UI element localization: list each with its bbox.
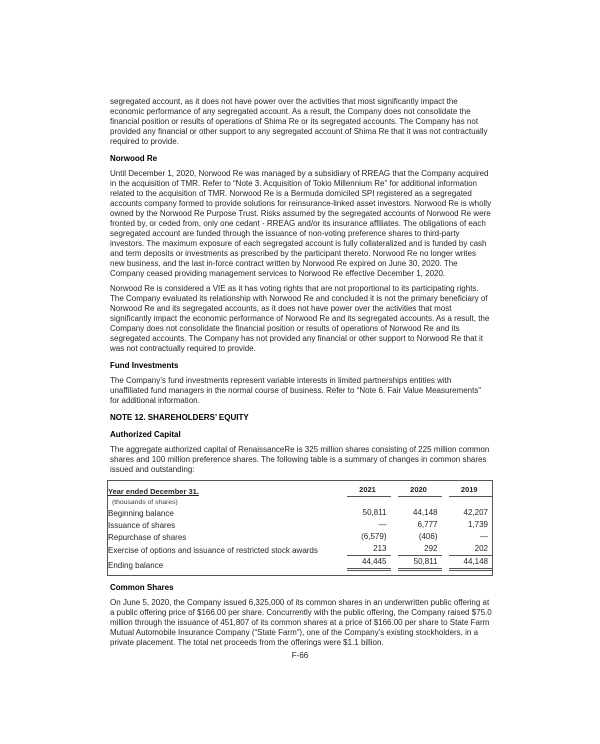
table-row-repurchase-of-shares — [108, 531, 493, 543]
table-row-ending-balance — [108, 556, 493, 571]
cell-value: 292 — [398, 543, 442, 556]
year-column-2021: 2021 — [347, 484, 391, 497]
common-shares-change-table — [107, 480, 493, 576]
heading-common-shares: Common Shares — [110, 583, 174, 592]
heading-authorized-capital: Authorized Capital — [110, 430, 181, 439]
table-row-exercise-of-options — [108, 543, 493, 556]
table-bottom-padding-row — [108, 571, 493, 576]
cell-value: 6,777 — [417, 520, 438, 529]
paragraph-common-shares: On June 5, 2020, the Company issued 6,325,000 of its common shares in an underwritten public offering at a public offering price of $166.00 per share. Concurrently with the public offering, the Company raised $75.0 million through the issuance of 451,807 of its common shares at a price of $166.00 per share to State Farm Mutual Automobile Insurance Company (“State Farm”), one of the Company’s existing stockholders, in a private placement. The total net proceeds from the offerings were $1.1 billion. — [110, 598, 492, 647]
paragraph-shima-continuation: segregated account, as it does not have power over the activities that most significantly impact the economic performance of any segregated account. As a result, the Company does not consolidate the financial position or results of operations of Shima Re or its segregated accounts. The Company has not provided any financial or other support to any segregated account of Shima Re that it was not contractually required to provide. — [110, 97, 488, 146]
table-header-row — [108, 481, 493, 498]
cell-value: 50,811 — [362, 508, 387, 517]
cell-value: 44,148 — [413, 508, 438, 517]
cell-value: 50,811 — [398, 556, 442, 571]
cell-value: — — [480, 532, 488, 541]
page-content — [110, 97, 492, 653]
cell-value: — — [378, 520, 387, 529]
paragraph-norwood-1: Until December 1, 2020, Norwood Re was managed by a subsidiary of RREAG that the Company acquired in the acquisition of TMR. Refer to “Note 3. Acquisition of Tokio Millennium Re” for additional information related to the acquisition of TMR. Norwood Re is a Bermuda domiciled SPI registered as a segregated accounts company formed to provide solutions for reinsurance-linked asset investors. Norwood Re is wholly owned by the Norwood Re Purpose Trust. Risks assumed by the segregated accounts of Norwood Re were fronted by, or ceded from, only one cedant - RREAG and/or its insurance affiliates. The obligations of each segregated account are funded through the issuance of non-voting preference shares to third-party investors. The maximum exposure of each segregated account is fully collateralized and is funded by cash and term deposits or investments as prescribed by the participant thereto. Norwood Re no longer writes new business, and the last in-force contract written by Norwood Re expired on June 30, 2020. The Company ceased providing management services to Norwood Re effective December 1, 2020. — [110, 169, 492, 278]
table-row-issuance-of-shares — [108, 519, 493, 531]
page-number: F-66 — [291, 651, 309, 660]
table-units-note: (thousands of shares) — [112, 499, 178, 506]
row-label: Ending balance — [108, 561, 164, 570]
row-label: Beginning balance — [108, 509, 174, 518]
year-column-2019: 2019 — [449, 484, 493, 497]
cell-value: 1,739 — [467, 520, 488, 529]
cell-value: (406) — [418, 532, 438, 541]
cell-value: (6,579) — [361, 532, 387, 541]
paragraph-fund-investments: The Company’s fund investments represent variable interests in limited partnerships entities with unaffiliated fund managers in the normal course of business. Refer to “Note 6. Fair Value Measurements” for additional information. — [110, 376, 482, 405]
heading-note-12-shareholders-equity: NOTE 12. SHAREHOLDERS’ EQUITY — [110, 413, 249, 422]
paragraph-norwood-2: Norwood Re is considered a VIE as it has voting rights that are not proportional to its participating rights. The Company evaluated its relationship with Norwood Re and concluded it is not the primary beneficiary of Norwood Re and its segregated accounts, as it does not have power over the activities that most significantly impact the economic performance of Norwood Re and its segregated accounts. As a result, the Company does not consolidate the financial position or results of operations of Norwood Re and its segregated accounts. The Company has not provided any financial or other support to Norwood Re that it was not contractually required to provide. — [110, 284, 490, 353]
heading-fund-investments: Fund Investments — [110, 361, 179, 370]
paragraph-authorized-capital: The aggregate authorized capital of RenaissanceRe is 325 million shares consisting of 225 million common shares and 100 million preference shares. The following table is a summary of changes in common shares issued and outstanding: — [110, 445, 490, 474]
row-label: Issuance of shares — [108, 521, 176, 530]
row-label: Repurchase of shares — [108, 533, 187, 542]
year-column-2020: 2020 — [398, 484, 442, 497]
cell-value: 202 — [449, 543, 493, 556]
cell-value: 42,207 — [463, 508, 488, 517]
table-header-label: Year ended December 31. — [108, 487, 199, 496]
cell-value: 44,445 — [347, 556, 391, 571]
table-row-beginning-balance — [108, 507, 493, 519]
heading-norwood-re: Norwood Re — [110, 154, 158, 163]
cell-value: 213 — [347, 543, 391, 556]
row-label: Exercise of options and issuance of restricted stock awards — [108, 546, 318, 555]
table-subheader-row — [108, 497, 493, 507]
cell-value: 44,148 — [449, 556, 493, 571]
